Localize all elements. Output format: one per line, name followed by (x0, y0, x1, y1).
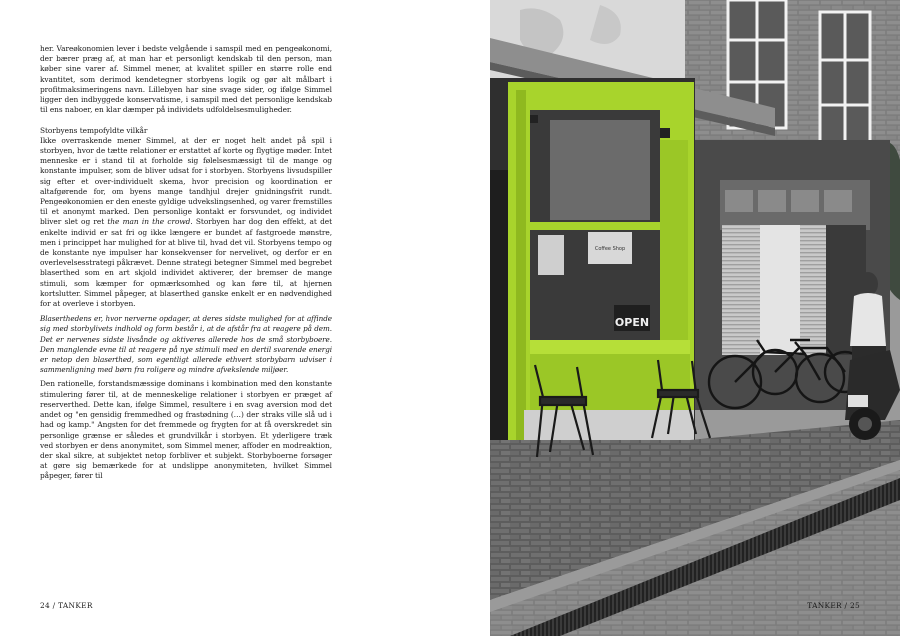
paragraph (40, 136, 332, 309)
roller-shutter (722, 225, 760, 355)
italic-phrase: the man in the crowd (107, 217, 191, 227)
block-quote: Blaserthedens er, hvor nerverne opdager, at deres sidste mulighed for at affinde sig med storbylivets indhold og form består i, at de afstår fra at reagere på dem. Det er nervenes sidste livsånde og aktiveres allerede hos de små storbyboere. Den manglende evne til at reagere på nye stimuli med en dertil svarende energi er netop den blaserthed, som egentligt allerede ethvert storbybarn udviser i sammenligning med børn fra roligere og mindre afvekslende miljøer. (40, 314, 332, 375)
page-number-right: TANKER / 25 (807, 601, 860, 610)
paragraph-text: Ikke overraskende mener Simmel, at der er noget helt andet på spil i storbyen, hvor de tætte relationer er erstattet af korte og flygtige møder. Intet menneske er i stand til at forholde sig følelsesmæssigt til de mange og konstante impulser, som de bliver udsat for i storbyen. Storbyens livsudspiller sig efter et over-individuelt skema, hvor precision og koordination er altafgørende for, om byens mange tandhjul drejer gnidningsfrit rundt. Pengeøkonomien er den eneste gyldige udvekslingsenhed, og varer fremstilles til et anonymt marked. Den personlige kontakt er forsvundet, og individet bliver slet og ret (40, 135, 332, 227)
curtain (760, 225, 800, 355)
street-photo (490, 0, 900, 636)
paragraph: her. Vareøkonomien lever i bedste velgående i samspil med en pengeøkonomi, der bærer præg af, at man har et personligt kendskab til den person, man køber sine varer af. Simmel mener, at kvalitet spiller en større rolle end kvantitet, som derimod kendetegner storbyens logik og gør alt målbart i profitmaksimeringens navn. Lillebyen har sine svage sider, og ifølge Simmel ligger den indbyggede konservatisme, i samspil med det personlige kendskab til ens naboer, en klar dæmper på individets udfoldelsesmuligheder. (40, 44, 332, 115)
right-page (490, 0, 900, 636)
page-number-left: 24 / TANKER (40, 601, 93, 610)
paragraph-text: . Storbyen har dog den effekt, at det enkelte individ er sat fri og ikke længere er bundet af fastgroede mønstre, men i princippet har mulighed for at blive til, hvad det vil. Storbyens tempo og de konstante nye impulser har konsekvenser for nervelivet, og derfor er en overlevelsesstrategi påkrævet. Denne strategi betegner Simmel med begrebet blaserthed som en art skjold individet aktiverer, der bremser de mange stimuli, som kæmper for opmærksomhed og kan føre til, at hjernen kortslutter. Simmel påpeger, at blaserthed ganske enkelt er en nødvendighed for at overleve i storbyen. (40, 217, 332, 309)
text-column (40, 44, 332, 482)
svg-text:Coffee Shop: Coffee Shop (594, 246, 626, 252)
green-shopfront (490, 78, 695, 442)
section-subheading: Storbyens tempofyldte vilkår (40, 125, 148, 135)
paragraph: Den rationelle, forstandsmæssige dominans i kombination med den konstante stimulering fører til, at de menneskelige relationer i storbyen er præget af reserverthed. Dette kan, ifølge Simmel, resultere i en svag aversion mod det andet og "en gensidig fremmedhed og frastødning (…) der straks ville slå ud i had og kamp." Angsten for det fremmede og frygten for at få overskredet sin personlige grænse er således et grundvilkår i storbyen. Et yderligere træk ved storbyen er dens anonymitet, som Simmel mener, affoder en modreaktion, der skal sikre, at subjektet netop forbliver et subjekt. Storbyboerne forsøger at gøre sig bemærkede for at undslippe anonymiteten, hvilket Simmel påpeger, fører til (40, 379, 332, 481)
svg-text:OPEN: OPEN (614, 316, 650, 329)
